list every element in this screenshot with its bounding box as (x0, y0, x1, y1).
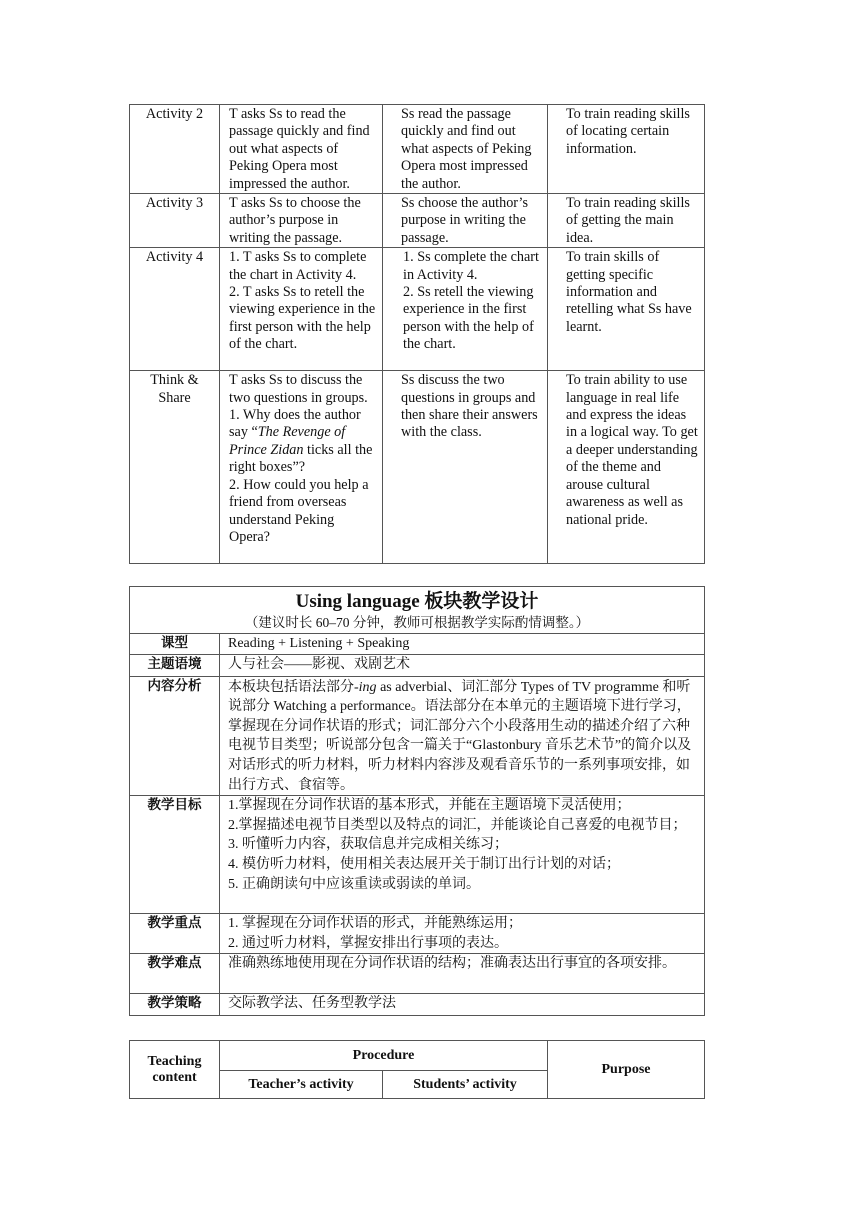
row-label: 课型 (130, 634, 220, 655)
list-item: 1. 掌握现在分词作状语的形式，并能熟练运用； (228, 916, 522, 932)
header-text: content (152, 1069, 197, 1085)
content-text: -ing (354, 679, 377, 695)
teacher-step: 1. T asks Ss to complete the chart in Activity 4. (229, 249, 367, 283)
question-text: ticks all the right boxes”? (229, 441, 373, 476)
table-row (130, 194, 705, 248)
opera-title: The Revenge of Prince Zidan (229, 424, 346, 458)
content-text: 本板块包括语法部分 (228, 679, 354, 695)
header-text: Teaching (147, 1053, 202, 1069)
activity-name-line: Share (158, 389, 191, 406)
title-cell (130, 587, 705, 634)
content-analysis (220, 676, 705, 796)
students-activity (383, 248, 548, 371)
row-label: 教学策略 (130, 994, 220, 1016)
list-item: 2. 通过听力材料，掌握安排出行事项的表达。 (228, 935, 508, 951)
table-row (130, 676, 705, 796)
students-activity-header: Students’ activity (383, 1071, 548, 1099)
teacher-intro: T asks Ss to discuss the two questions in groups. (229, 372, 368, 406)
teacher-activity (220, 371, 383, 564)
design-table (129, 586, 705, 1016)
table-row (130, 994, 705, 1016)
teacher-activity: T asks Ss to read the passage quickly and find out what aspects of Peking Opera most impressed the author. (220, 105, 383, 194)
list-item: 5. 正确朗读句中应该重读或弱读的单词。 (228, 876, 480, 892)
purpose: To train ability to use language in real life and express the ideas in a logical way. To get a deeper understanding of the theme and arouse cultural awareness as well as national pride. (548, 371, 705, 564)
table-row (130, 914, 705, 954)
teacher-step: 2. T asks Ss to retell the viewing experience in the first person with the help of the chart. (229, 284, 376, 353)
teaching-strategy: 交际教学法、任务型教学法 (220, 994, 705, 1016)
procedure-header: Procedure (220, 1041, 548, 1071)
activity-name (130, 371, 220, 564)
purpose: To train reading skills of getting the main idea. (548, 194, 705, 248)
activity-name: Activity 3 (130, 194, 220, 248)
table-row (130, 105, 705, 194)
table-row (130, 1041, 705, 1071)
table-row (130, 796, 705, 914)
table-row (130, 371, 705, 564)
page-title: Using language 板块教学设计 (295, 591, 539, 612)
table-row (130, 587, 705, 634)
activity-name-line: Think & (150, 372, 199, 389)
teacher-activity-header: Teacher’s activity (220, 1071, 383, 1099)
list-item: 3. 听懂听力内容，获取信息并完成相关练习； (228, 837, 508, 853)
list-item: 4. 模仿听力材料，使用相关表达展开关于制订出行计划的对话； (228, 856, 620, 872)
table-row (130, 634, 705, 655)
content-text: as adverbial、词汇部分 Types of TV programme 和听说部分 Watching a performance。语法部分在本单元的主题语境下进行学习，掌握现在分词作状语的形式；词汇部分六个小段落用生动的描述介绍了六种电视节目类型；听说部分包含一篇关于“Glastonbury 音乐艺术节”的简介以及对话形式的听力材料，听力材料内容涉及观看音乐节的一系列事项安排，如出行方式、食宿等。 (228, 679, 692, 793)
students-activity: Ss choose the author’s purpose in writing the passage. (383, 194, 548, 248)
row-label: 教学目标 (130, 796, 220, 914)
subtitle: （建议时长 60–70 分钟，教师可根据教学实际酌情调整。） (244, 615, 590, 630)
activity-name: Activity 4 (130, 248, 220, 371)
activities-table (129, 104, 705, 564)
teaching-goals (220, 796, 705, 914)
students-step: 1. Ss complete the chart in Activity 4. (403, 249, 539, 283)
purpose: To train reading skills of locating certain information. (548, 105, 705, 194)
list-item: 1.掌握现在分词作状语的基本形式，并能在主题语境下灵活使用； (228, 798, 631, 814)
question-text: 1. Why does the author say “ (229, 407, 361, 441)
table-row (130, 654, 705, 676)
teacher-activity: T asks Ss to choose the author’s purpose in writing the passage. (220, 194, 383, 248)
key-points (220, 914, 705, 954)
table-row (130, 954, 705, 994)
students-activity: Ss discuss the two questions in groups and then share their answers with the class. (383, 371, 548, 564)
theme: 人与社会——影视、戏剧艺术 (220, 654, 705, 676)
activity-name: Activity 2 (130, 105, 220, 194)
procedure-header-table (129, 1040, 705, 1099)
list-item: 2.掌握描述电视节目类型以及特点的词汇，并能谈论自己喜爱的电视节目； (228, 817, 687, 833)
students-step: 2. Ss retell the viewing experience in the first person with the help of the chart. (403, 284, 534, 353)
teacher-question-1 (229, 407, 378, 477)
row-label: 教学重点 (130, 914, 220, 954)
difficult-points: 准确熟练地使用现在分词作状语的结构；准确表达出行事宜的各项安排。 (220, 954, 705, 994)
teacher-activity (220, 248, 383, 371)
purpose-header: Purpose (548, 1041, 705, 1099)
purpose: To train skills of getting specific information and retelling what Ss have learnt. (548, 248, 705, 371)
table-row (130, 248, 705, 371)
row-label: 教学难点 (130, 954, 220, 994)
teaching-content-header (130, 1041, 220, 1099)
students-activity: Ss read the passage quickly and find out what aspects of Peking Opera most impressed the author. (383, 105, 548, 194)
row-label: 内容分析 (130, 676, 220, 796)
row-label: 主题语境 (130, 654, 220, 676)
course-type: Reading + Listening + Speaking (220, 634, 705, 655)
teacher-question-2: 2. How could you help a friend from overseas understand Peking Opera? (229, 476, 369, 545)
